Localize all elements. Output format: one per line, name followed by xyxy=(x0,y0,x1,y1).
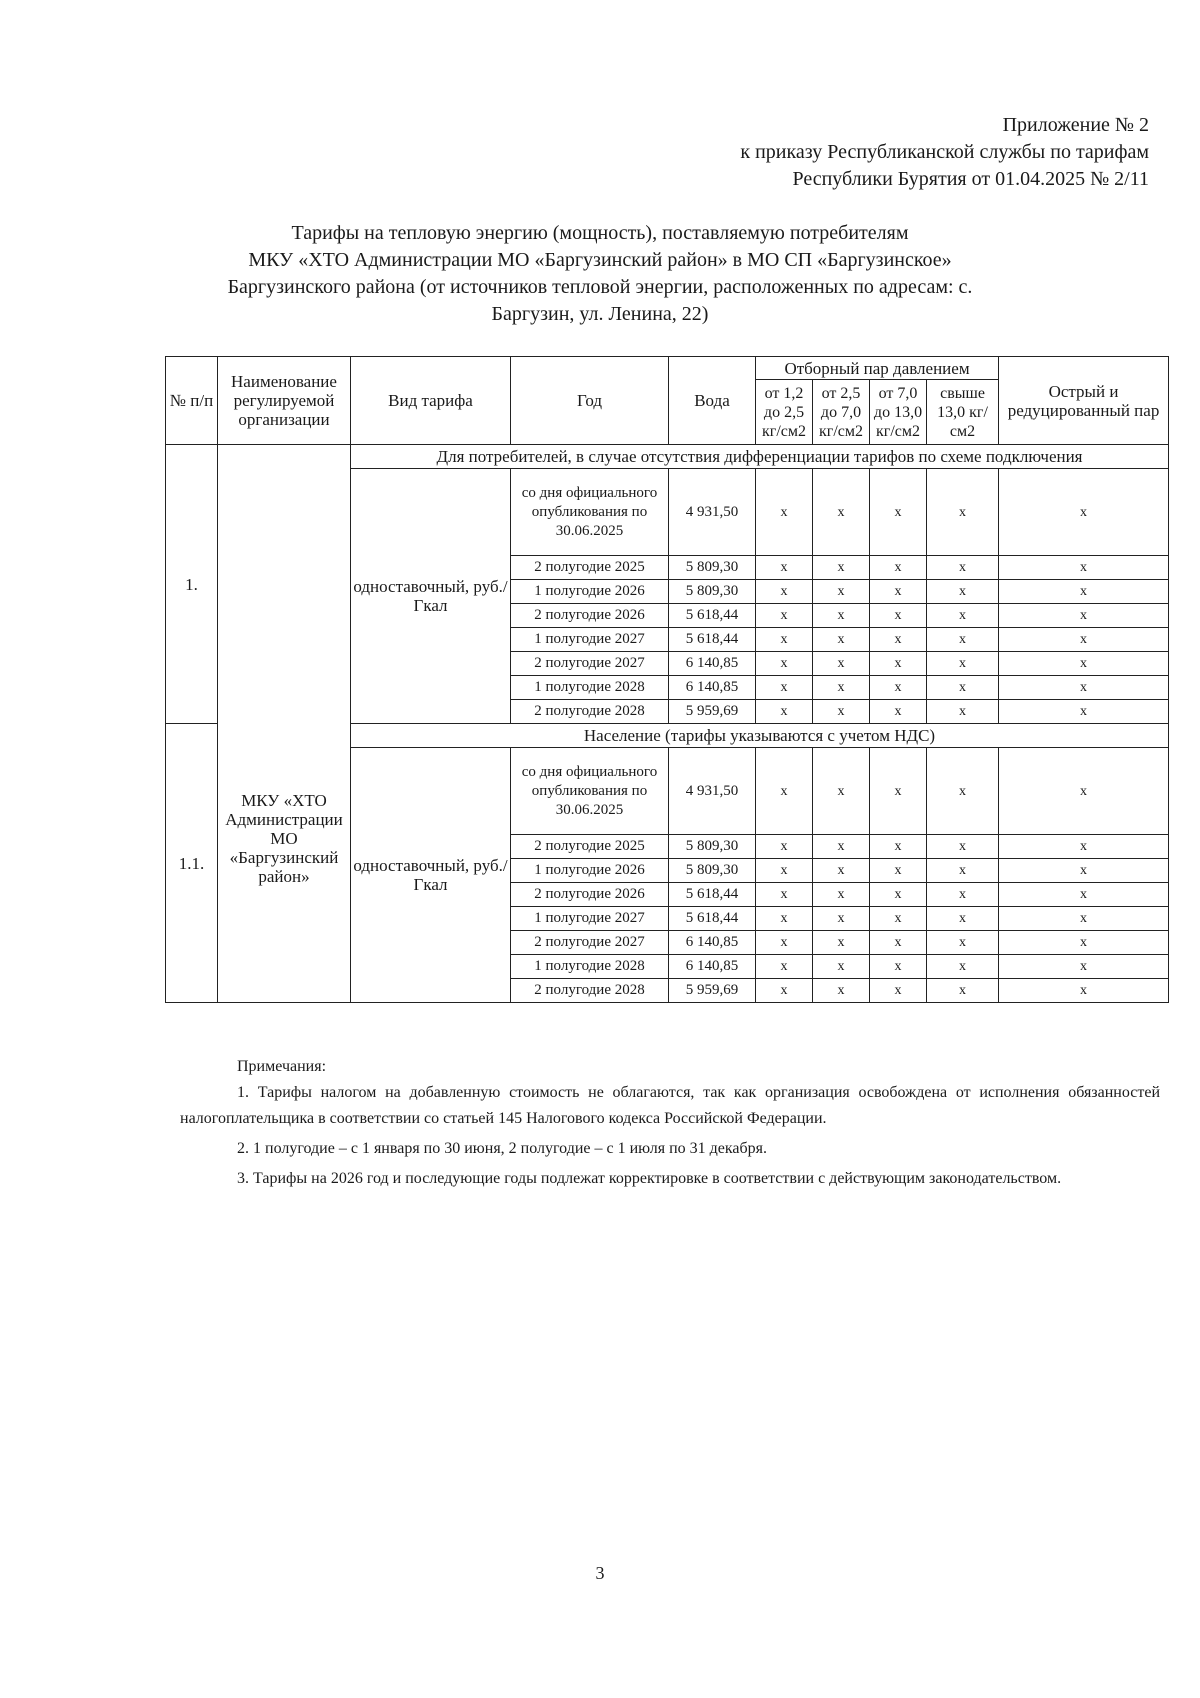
steam-p2-cell: x xyxy=(813,652,870,676)
steam-p2-cell: x xyxy=(813,628,870,652)
steam-p2-cell: x xyxy=(813,907,870,931)
water-tariff-cell: 5 618,44 xyxy=(669,628,756,652)
header-num: № п/п xyxy=(166,357,218,445)
steam-p1-cell: x xyxy=(756,604,813,628)
appendix-line: Приложение № 2 xyxy=(1002,114,1149,136)
section-title: Для потребителей, в случае отсутствия дифференциации тарифов по схеме подключения xyxy=(351,445,1169,469)
steam-p1-cell: x xyxy=(756,580,813,604)
title-line: МКУ «ХТО Администрации МО «Баргузинский район» в МО СП «Баргузинское» xyxy=(248,249,952,271)
appendix-line: Республики Бурятия от 01.04.2025 № 2/11 xyxy=(792,168,1149,190)
steam-p3-cell: x xyxy=(870,580,927,604)
section-row xyxy=(166,445,1169,469)
water-tariff-cell: 6 140,85 xyxy=(669,652,756,676)
steam-p3-cell: x xyxy=(870,556,927,580)
period-cell: со дня официального опубликования по 30.06.2025 xyxy=(511,748,669,835)
steam-p1-cell: x xyxy=(756,931,813,955)
steam-p2-cell: x xyxy=(813,469,870,556)
tariff-type: одноставочный, руб./Гкал xyxy=(351,748,511,1003)
period-cell: 2 полугодие 2026 xyxy=(511,883,669,907)
section-number: 1.1. xyxy=(166,724,218,1003)
steam-p1-cell: x xyxy=(756,469,813,556)
steam-p2-cell: x xyxy=(813,580,870,604)
period-cell: 2 полугодие 2027 xyxy=(511,931,669,955)
water-tariff-cell: 5 809,30 xyxy=(669,580,756,604)
steam-p2-cell: x xyxy=(813,604,870,628)
steam-p3-cell: x xyxy=(870,883,927,907)
period-cell: 1 полугодие 2027 xyxy=(511,628,669,652)
steam-p4-cell: x xyxy=(927,931,999,955)
notes xyxy=(180,1054,1160,1196)
period-cell: 2 полугодие 2027 xyxy=(511,652,669,676)
water-tariff-cell: 4 931,50 xyxy=(669,748,756,835)
steam-sharp-cell: x xyxy=(999,556,1169,580)
steam-p3-cell: x xyxy=(870,469,927,556)
header-steam-group: Отборный пар давлением xyxy=(756,357,999,380)
period-cell: 2 полугодие 2026 xyxy=(511,604,669,628)
note-item: 2. 1 полугодие – с 1 января по 30 июня, 2 полугодие – с 1 июля по 31 декабря. xyxy=(237,1140,768,1157)
steam-p4-cell: x xyxy=(927,469,999,556)
water-tariff-cell: 5 618,44 xyxy=(669,883,756,907)
steam-sharp-cell: x xyxy=(999,700,1169,724)
note-item: 1. Тарифы налогом на добавленную стоимость не облагаются, так как организация освобождена от исполнения обязанностей налогоплательщика в соответствии со статьей 145 Налогового кодекса Российской Федерации. xyxy=(180,1084,1160,1127)
title-line: Тарифы на тепловую энергию (мощность), поставляемую потребителям xyxy=(291,222,909,244)
steam-p2-cell: x xyxy=(813,700,870,724)
period-cell: 2 полугодие 2028 xyxy=(511,979,669,1003)
steam-p3-cell: x xyxy=(870,931,927,955)
steam-sharp-cell: x xyxy=(999,835,1169,859)
steam-p3-cell: x xyxy=(870,955,927,979)
appendix-line: к приказу Республиканской службы по тарифам xyxy=(740,141,1149,163)
steam-p4-cell: x xyxy=(927,700,999,724)
steam-sharp-cell: x xyxy=(999,955,1169,979)
steam-p3-cell: x xyxy=(870,700,927,724)
steam-sharp-cell: x xyxy=(999,604,1169,628)
header-water: Вода xyxy=(669,357,756,445)
water-tariff-cell: 5 959,69 xyxy=(669,979,756,1003)
steam-p2-cell: x xyxy=(813,556,870,580)
appendix-header xyxy=(589,112,1149,193)
steam-p4-cell: x xyxy=(927,604,999,628)
steam-p3-cell: x xyxy=(870,907,927,931)
steam-p3-cell: x xyxy=(870,652,927,676)
steam-p4-cell: x xyxy=(927,676,999,700)
section-number: 1. xyxy=(166,445,218,724)
tariff-type: одноставочный, руб./Гкал xyxy=(351,469,511,724)
steam-p4-cell: x xyxy=(927,748,999,835)
water-tariff-cell: 6 140,85 xyxy=(669,931,756,955)
steam-p1-cell: x xyxy=(756,652,813,676)
steam-p4-cell: x xyxy=(927,556,999,580)
steam-p4-cell: x xyxy=(927,835,999,859)
steam-p4-cell: x xyxy=(927,883,999,907)
period-cell: 2 полугодие 2028 xyxy=(511,700,669,724)
steam-p2-cell: x xyxy=(813,931,870,955)
header-sharp-steam: Острый и редуцированный пар xyxy=(999,357,1169,445)
organization-name-text: МКУ «ХТО Администрации МО «Баргузинский район» xyxy=(225,791,343,886)
steam-p4-cell: x xyxy=(927,859,999,883)
steam-p1-cell: x xyxy=(756,907,813,931)
steam-sharp-cell: x xyxy=(999,931,1169,955)
header-tariff-type: Вид тарифа xyxy=(351,357,511,445)
document-title xyxy=(150,220,1050,328)
water-tariff-cell: 4 931,50 xyxy=(669,469,756,556)
steam-p1-cell: x xyxy=(756,628,813,652)
steam-p1-cell: x xyxy=(756,883,813,907)
period-cell: 1 полугодие 2026 xyxy=(511,580,669,604)
steam-p1-cell: x xyxy=(756,859,813,883)
tariff-table xyxy=(165,356,1169,1003)
steam-p4-cell: x xyxy=(927,979,999,1003)
steam-sharp-cell: x xyxy=(999,748,1169,835)
period-cell: 1 полугодие 2027 xyxy=(511,907,669,931)
steam-p4-cell: x xyxy=(927,652,999,676)
steam-p3-cell: x xyxy=(870,835,927,859)
period-cell: 2 полугодие 2025 xyxy=(511,835,669,859)
period-cell: 1 полугодие 2028 xyxy=(511,955,669,979)
water-tariff-cell: 5 809,30 xyxy=(669,835,756,859)
steam-p1-cell: x xyxy=(756,556,813,580)
steam-p3-cell: x xyxy=(870,859,927,883)
steam-p3-cell: x xyxy=(870,604,927,628)
steam-p3-cell: x xyxy=(870,628,927,652)
water-tariff-cell: 5 618,44 xyxy=(669,604,756,628)
steam-p2-cell: x xyxy=(813,748,870,835)
header-p4: свыше 13,0 кг/см2 xyxy=(927,380,999,445)
tariff-table-body xyxy=(166,357,1169,1003)
steam-sharp-cell: x xyxy=(999,580,1169,604)
water-tariff-cell: 5 959,69 xyxy=(669,700,756,724)
header-p2: от 2,5 до 7,0 кг/см2 xyxy=(813,380,870,445)
steam-p1-cell: x xyxy=(756,835,813,859)
steam-p1-cell: x xyxy=(756,979,813,1003)
steam-sharp-cell: x xyxy=(999,883,1169,907)
title-line: Баргузинского района (от источников тепловой энергии, расположенных по адресам: с. xyxy=(227,276,973,298)
steam-sharp-cell: x xyxy=(999,628,1169,652)
steam-p2-cell: x xyxy=(813,955,870,979)
water-tariff-cell: 6 140,85 xyxy=(669,955,756,979)
header-row xyxy=(166,357,1169,380)
steam-p2-cell: x xyxy=(813,979,870,1003)
steam-p4-cell: x xyxy=(927,580,999,604)
period-cell: 1 полугодие 2026 xyxy=(511,859,669,883)
period-cell: 2 полугодие 2025 xyxy=(511,556,669,580)
steam-p3-cell: x xyxy=(870,979,927,1003)
steam-p4-cell: x xyxy=(927,955,999,979)
header-year: Год xyxy=(511,357,669,445)
steam-p4-cell: x xyxy=(927,628,999,652)
title-line: Баргузин, ул. Ленина, 22) xyxy=(491,303,709,325)
water-tariff-cell: 6 140,85 xyxy=(669,676,756,700)
steam-p1-cell: x xyxy=(756,700,813,724)
water-tariff-cell: 5 618,44 xyxy=(669,907,756,931)
section-title: Население (тарифы указываются с учетом НДС) xyxy=(351,724,1169,748)
steam-sharp-cell: x xyxy=(999,979,1169,1003)
steam-p2-cell: x xyxy=(813,883,870,907)
steam-p3-cell: x xyxy=(870,676,927,700)
note-item: 3. Тарифы на 2026 год и последующие годы подлежат корректировке в соответствии с действующим законодательством. xyxy=(237,1170,1062,1187)
steam-sharp-cell: x xyxy=(999,469,1169,556)
steam-p1-cell: x xyxy=(756,676,813,700)
notes-heading: Примечания: xyxy=(237,1058,327,1075)
steam-p2-cell: x xyxy=(813,859,870,883)
period-cell: со дня официального опубликования по 30.06.2025 xyxy=(511,469,669,556)
organization-name xyxy=(218,445,351,1003)
steam-p1-cell: x xyxy=(756,955,813,979)
header-p3: от 7,0 до 13,0 кг/см2 xyxy=(870,380,927,445)
steam-sharp-cell: x xyxy=(999,907,1169,931)
steam-p2-cell: x xyxy=(813,676,870,700)
water-tariff-cell: 5 809,30 xyxy=(669,556,756,580)
steam-p1-cell: x xyxy=(756,748,813,835)
period-cell: 1 полугодие 2028 xyxy=(511,676,669,700)
steam-p2-cell: x xyxy=(813,835,870,859)
page-number: 3 xyxy=(595,1563,605,1583)
steam-sharp-cell: x xyxy=(999,652,1169,676)
steam-sharp-cell: x xyxy=(999,676,1169,700)
header-p1: от 1,2 до 2,5 кг/см2 xyxy=(756,380,813,445)
header-org: Наименование регулируемой организации xyxy=(218,357,351,445)
water-tariff-cell: 5 809,30 xyxy=(669,859,756,883)
steam-sharp-cell: x xyxy=(999,859,1169,883)
steam-p4-cell: x xyxy=(927,907,999,931)
steam-p3-cell: x xyxy=(870,748,927,835)
